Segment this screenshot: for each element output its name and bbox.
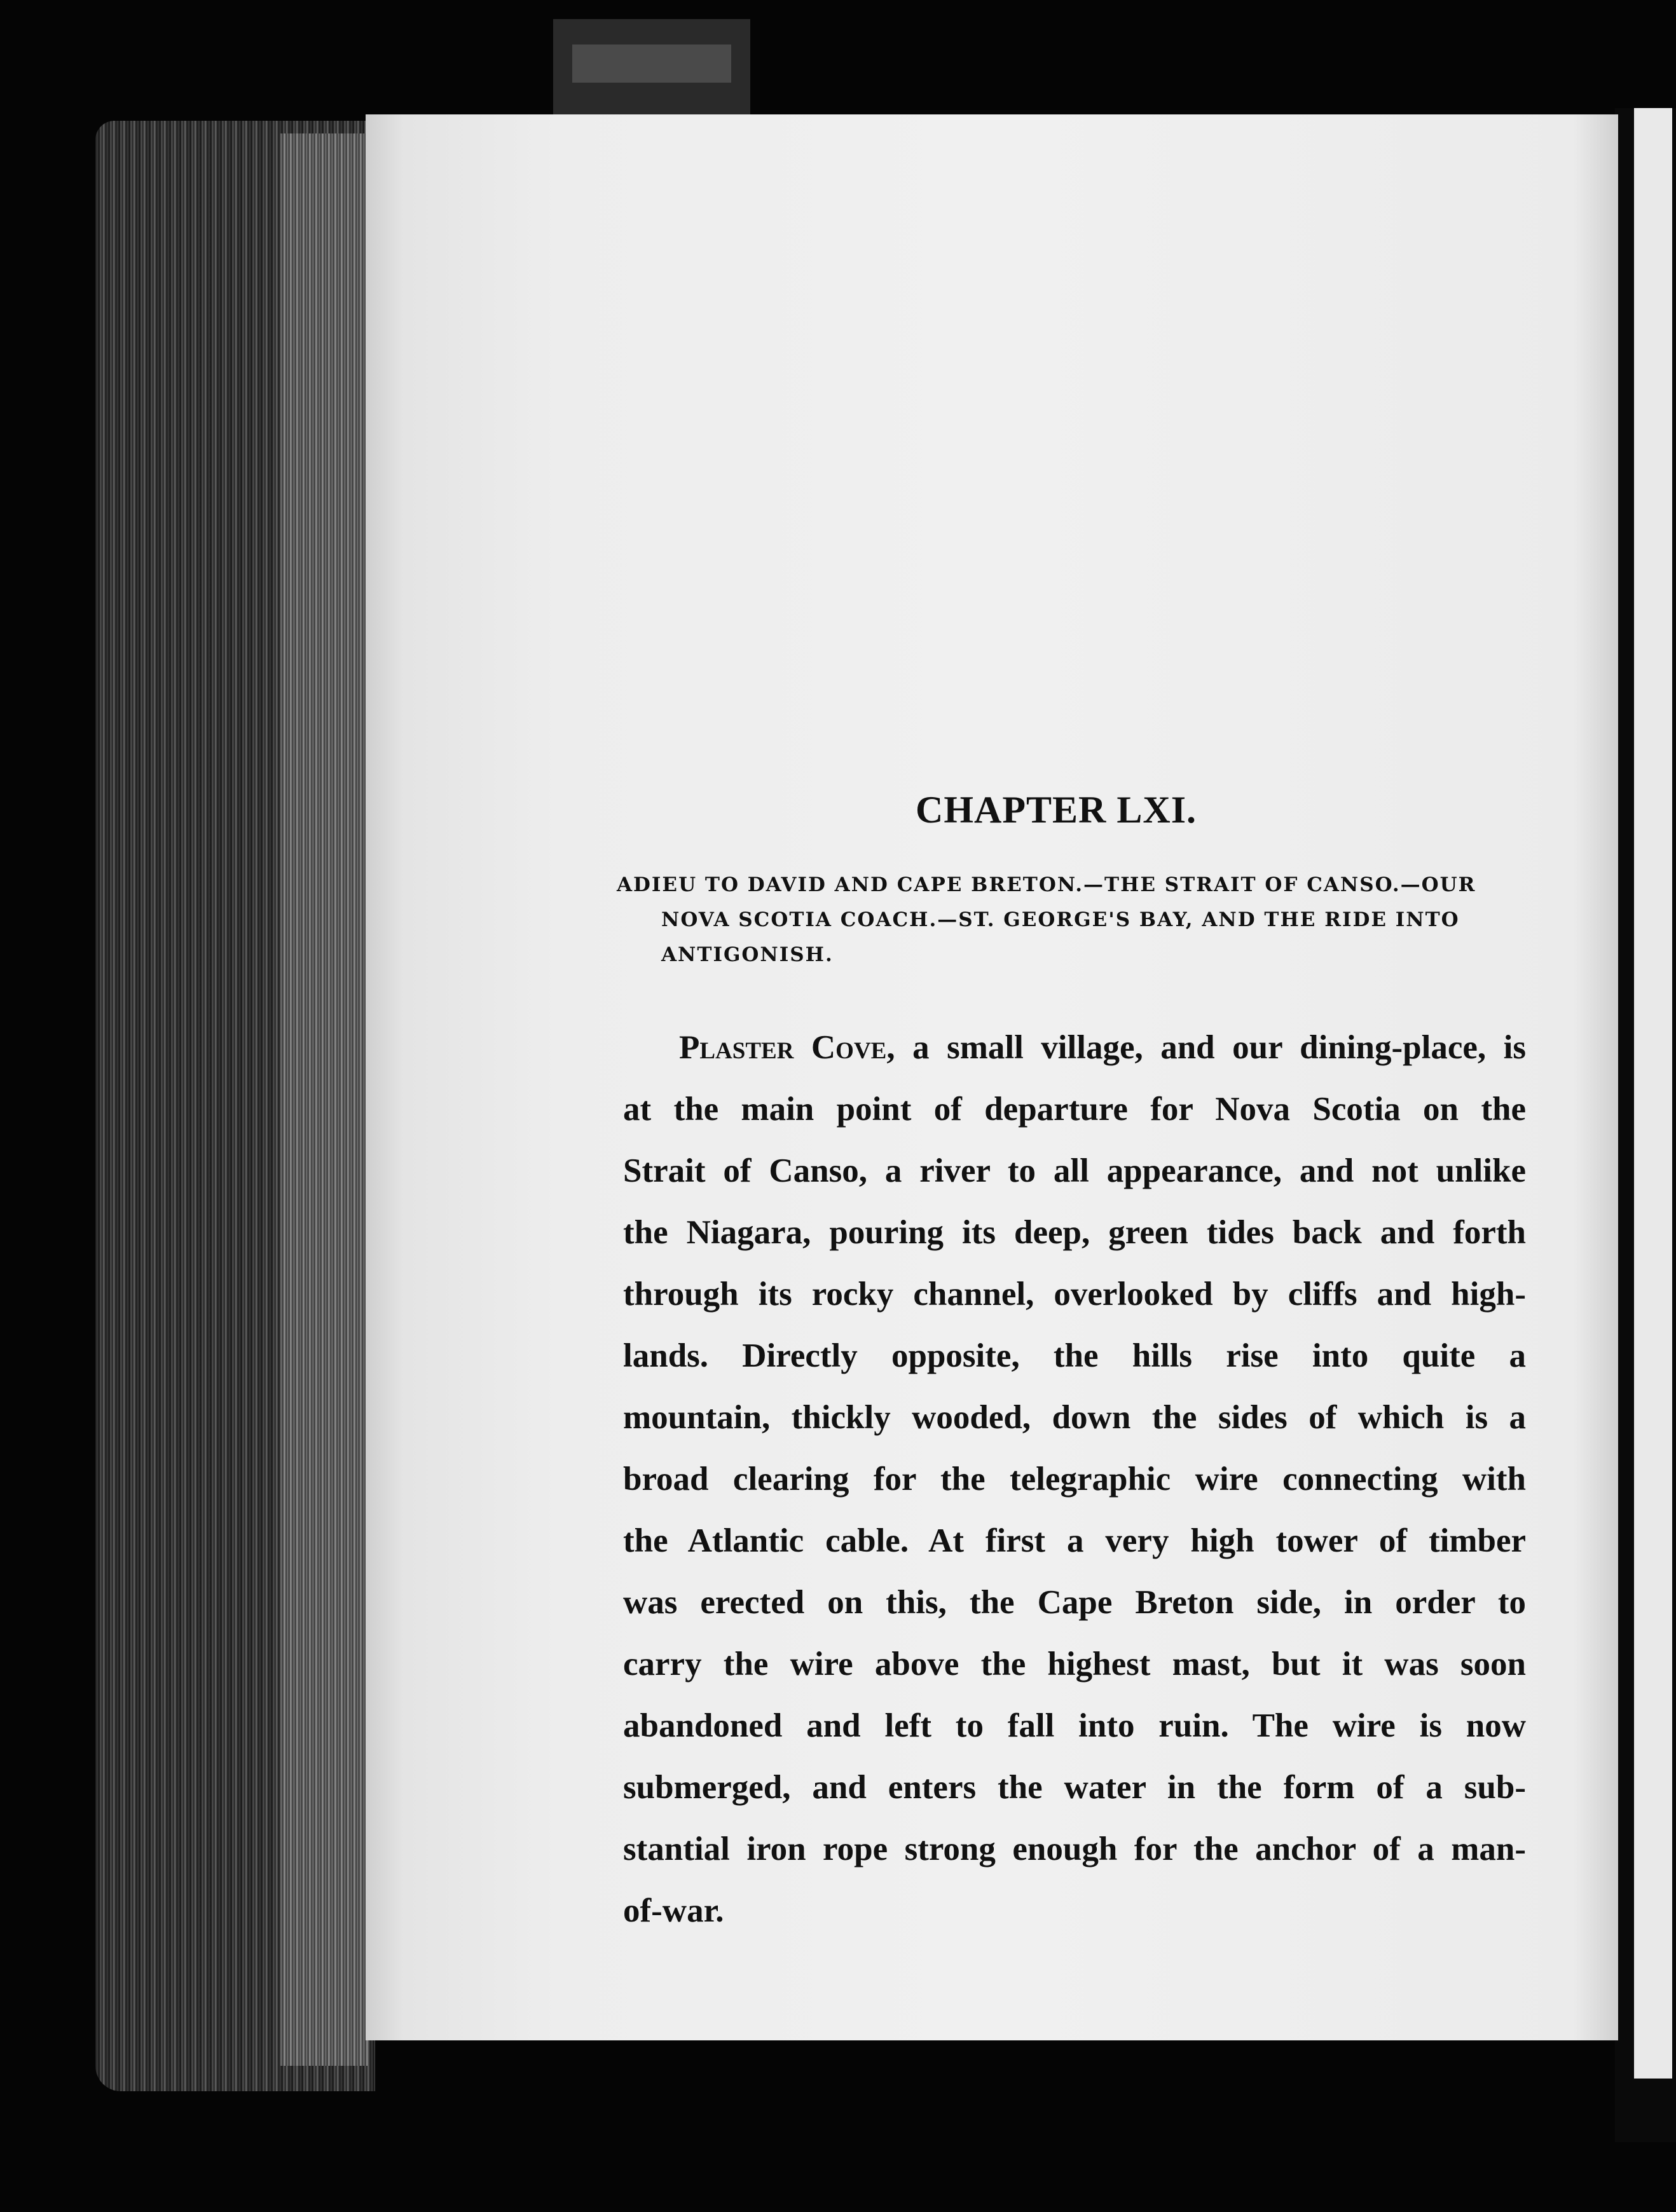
- summary-line: ANTIGONISH.: [661, 943, 834, 966]
- body-line: at the main point of departure for Nova Scotia on the: [623, 1091, 1526, 1128]
- body-line: the Atlantic cable. At first a very high tower of timber: [623, 1522, 1526, 1559]
- body-line: submerged, and enters the water in the form of a sub-: [623, 1769, 1526, 1806]
- body-line: Strait of Canso, a river to all appearance, and not unlike: [623, 1152, 1526, 1189]
- summary-line: NOVA SCOTIA COACH.—ST. GEORGE'S BAY, AND THE RIDE INTO: [661, 908, 1460, 931]
- body-line: broad clearing for the telegraphic wire connecting with: [623, 1461, 1526, 1498]
- facing-page-edge: [1634, 108, 1672, 2079]
- body-line: lands. Directly opposite, the hills rise into quite a: [623, 1337, 1526, 1374]
- body-line: abandoned and left to fall into ruin. The wire is now: [623, 1707, 1526, 1744]
- body-line: of-war.: [623, 1892, 724, 1929]
- body-line: the Niagara, pouring its deep, green tides back and forth: [623, 1214, 1526, 1251]
- summary-line: ADIEU TO DAVID AND CAPE BRETON.—THE STRAIT OF CANSO.—OUR: [617, 873, 1476, 896]
- body-line: through its rocky channel, overlooked by cliffs and high-: [623, 1276, 1526, 1313]
- page-edges: [280, 133, 369, 2066]
- body-paragraph: [623, 1017, 1526, 1942]
- body-line: was erected on this, the Cape Breton side, in order to: [623, 1584, 1526, 1621]
- chapter-summary: [617, 868, 1520, 973]
- chapter-title: CHAPTER LXI.: [916, 789, 1197, 831]
- book-clip-inner: [572, 44, 731, 83]
- body-line: mountain, thickly wooded, down the sides of which is a: [623, 1399, 1526, 1436]
- body-line: Plaster Cove, a small village, and our dining-place, is: [679, 1029, 1526, 1066]
- body-line: stantial iron rope strong enough for the anchor of a man-: [623, 1831, 1526, 1867]
- opening-words: Plaster Cove: [679, 1029, 887, 1066]
- body-line: carry the wire above the highest mast, but it was soon: [623, 1646, 1526, 1683]
